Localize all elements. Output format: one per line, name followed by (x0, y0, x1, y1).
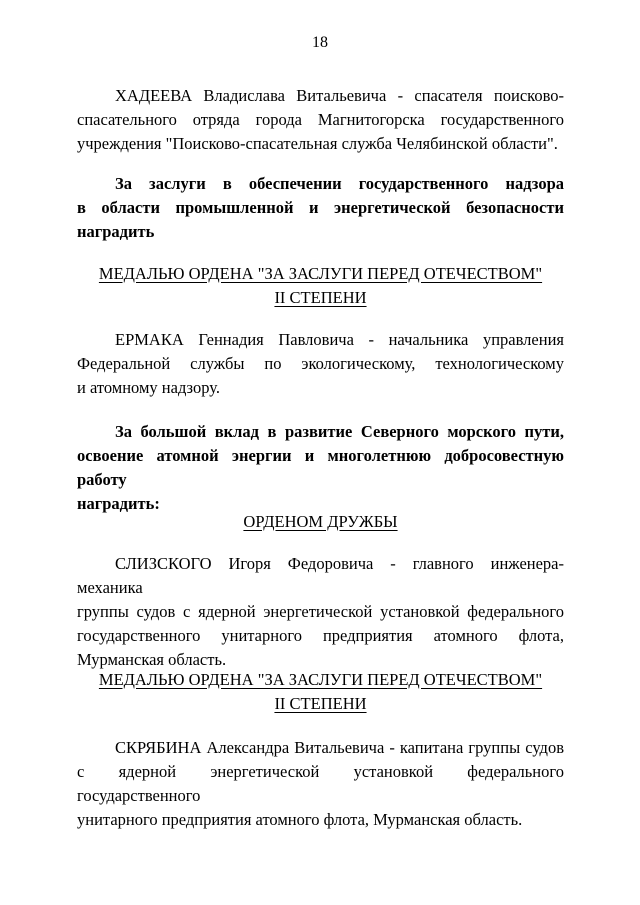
award-title-line: II СТЕПЕНИ (274, 694, 367, 713)
award-heading-1 (77, 262, 564, 310)
award-entry-khadeeva (77, 84, 564, 156)
entry-line: группы судов с ядерной энергетической установкой федерального (77, 602, 564, 621)
award-heading-2 (77, 510, 564, 534)
entry-line: СЛИЗСКОГО Игоря Федоровича - главного инженера-механика (77, 554, 564, 597)
merit-line: в области промышленной и энергетической безопасности (77, 198, 564, 217)
merit-statement-2 (77, 420, 564, 516)
entry-line: ХАДЕЕВА Владислава Витальевича - спасателя поисково- (115, 86, 564, 105)
entry-line: государственного унитарного предприятия атомного флота, (77, 626, 564, 645)
award-entry-slizskiy (77, 552, 564, 672)
award-title-line: ОРДЕНОМ ДРУЖБЫ (243, 512, 398, 531)
merit-line: наградить: (77, 494, 160, 513)
award-title-line: МЕДАЛЬЮ ОРДЕНА "ЗА ЗАСЛУГИ ПЕРЕД ОТЕЧЕСТВОМ" (98, 670, 543, 689)
award-entry-ermak (77, 328, 564, 400)
award-title-line: МЕДАЛЬЮ ОРДЕНА "ЗА ЗАСЛУГИ ПЕРЕД ОТЕЧЕСТВОМ" (98, 264, 543, 283)
award-heading-3 (77, 668, 564, 716)
entry-line: унитарного предприятия атомного флота, Мурманская область. (77, 810, 523, 829)
entry-line: ЕРМАКА Геннадия Павловича - начальника управления (115, 330, 564, 349)
entry-line: и атомному надзору. (77, 378, 220, 397)
page-number: 18 (312, 34, 328, 51)
merit-line: наградить (77, 222, 155, 241)
merit-line: За большой вклад в развитие Северного морского пути, (115, 422, 564, 441)
merit-line: За заслуги в обеспечении государственного надзора (115, 174, 564, 193)
award-title-line: II СТЕПЕНИ (274, 288, 367, 307)
entry-line: с ядерной энергетической установкой федерального государственного (77, 762, 564, 805)
merit-statement-1 (77, 172, 564, 244)
entry-line: СКРЯБИНА Александра Витальевича - капитана группы судов (115, 738, 564, 757)
merit-line: освоение атомной энергии и многолетнюю добросовестную работу (77, 446, 564, 489)
entry-line: Федеральной службы по экологическому, технологическому (77, 354, 564, 373)
entry-line: Мурманская область. (77, 650, 227, 669)
entry-line: учреждения "Поисково-спасательная служба Челябинской области". (77, 134, 558, 153)
award-entry-skryabin (77, 736, 564, 832)
entry-line: спасательного отряда города Магнитогорска государственного (77, 110, 564, 129)
